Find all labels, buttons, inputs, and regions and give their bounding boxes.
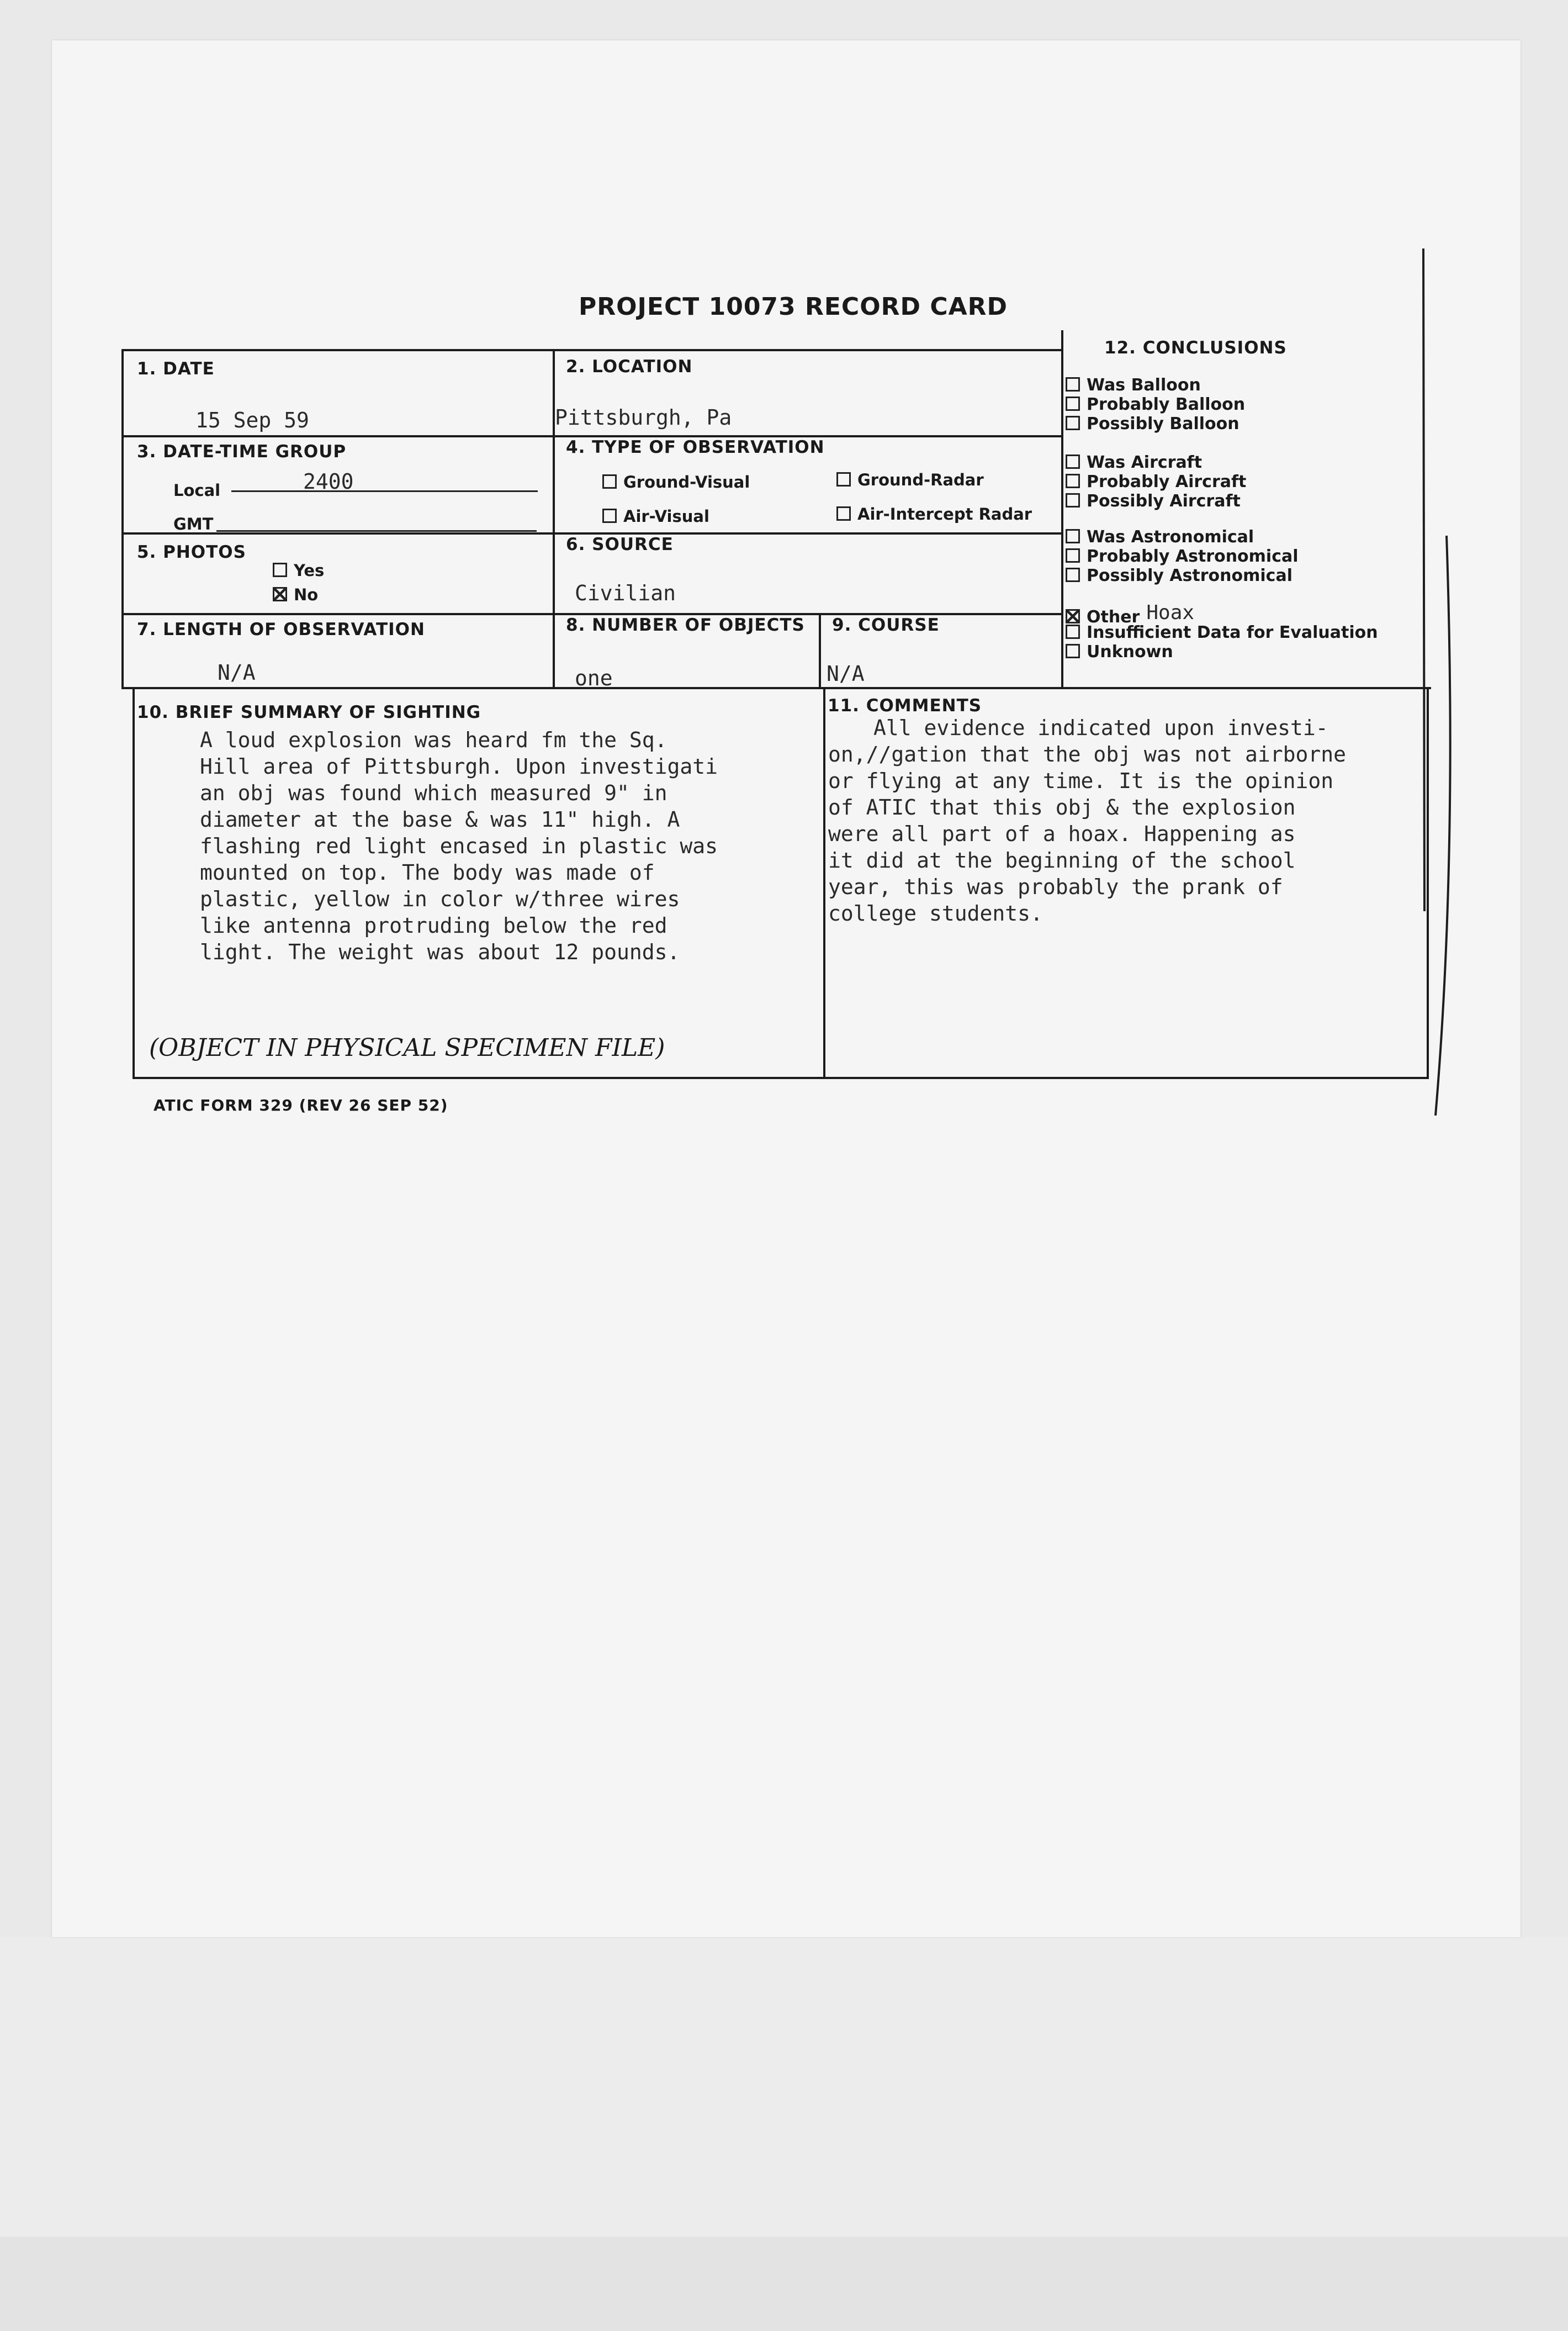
checkbox-icon: [1066, 416, 1080, 430]
air-intercept-radar-option: Air-Intercept Radar: [836, 505, 1032, 524]
conclusion-probably-balloon: Probably Balloon: [1066, 395, 1245, 414]
checkbox-icon: [1066, 568, 1080, 582]
checkbox-icon: [1066, 474, 1080, 488]
comments-line: on,//gation that the obj was not airborne: [828, 742, 1346, 767]
course-label: 9. COURSE: [832, 615, 940, 635]
photos-cell: [121, 532, 555, 615]
location-value: Pittsburgh, Pa: [555, 405, 732, 430]
location-label: 2. LOCATION: [566, 357, 693, 377]
source-cell: [553, 532, 1063, 615]
checkbox-icon: [273, 563, 287, 577]
summary-line: diameter at the base & was 11" high. A: [200, 807, 680, 832]
observation-type-label: 4. TYPE OF OBSERVATION: [566, 437, 825, 457]
summary-line: flashing red light encased in plastic was: [200, 834, 718, 858]
gmt-underline: [216, 530, 537, 532]
summary-label: 10. BRIEF SUMMARY OF SIGHTING: [137, 702, 481, 722]
comments-line: college students.: [828, 901, 1043, 926]
course-cell: [819, 613, 1063, 689]
number-of-objects-value: one: [575, 666, 613, 690]
comments-line: were all part of a hoax. Happening as: [828, 822, 1296, 846]
comments-line: or flying at any time. It is the opinion: [828, 769, 1334, 793]
conclusion-probably-astronomical: Probably Astronomical: [1066, 547, 1299, 566]
comments-line: of ATIC that this obj & the explosion: [828, 795, 1296, 820]
conclusion-insufficient-data: Insufficient Data for Evaluation: [1066, 623, 1378, 642]
summary-line: A loud explosion was heard fm the Sq.: [200, 728, 668, 752]
comments-label: 11. COMMENTS: [828, 696, 982, 716]
checked-box-icon: [273, 587, 287, 601]
checkbox-icon: [1066, 397, 1080, 411]
conclusion-possibly-balloon: Possibly Balloon: [1066, 414, 1239, 434]
summary-line: an obj was found which measured 9" in: [200, 781, 668, 805]
summary-line: light. The weight was about 12 pounds.: [200, 940, 680, 964]
checkbox-icon: [1066, 529, 1080, 543]
checkbox-icon: [602, 509, 617, 523]
form-identifier: ATIC FORM 329 (REV 26 SEP 52): [153, 1096, 448, 1114]
conclusion-probably-aircraft: Probably Aircraft: [1066, 472, 1246, 491]
date-value: 15 Sep 59: [195, 408, 309, 432]
checkbox-icon: [836, 506, 851, 521]
photos-label: 5. PHOTOS: [137, 542, 246, 562]
checkbox-icon: [1066, 548, 1080, 563]
photos-no-option: No: [273, 585, 318, 604]
location-cell: [553, 349, 1063, 437]
summary-line: like antenna protruding below the red: [200, 913, 668, 938]
summary-line: mounted on top. The body was made of: [200, 860, 655, 885]
checkbox-icon: [1066, 377, 1080, 392]
card-title: PROJECT 10073 RECORD CARD: [579, 293, 1008, 321]
local-label: Local: [173, 481, 221, 500]
length-label: 7. LENGTH OF OBSERVATION: [137, 620, 425, 639]
conclusion-was-balloon: Was Balloon: [1066, 376, 1201, 395]
summary-line: plastic, yellow in color w/three wires: [200, 887, 680, 911]
course-value: N/A: [827, 662, 865, 686]
comments-line: year, this was probably the prank of: [828, 875, 1283, 899]
handwritten-note: (OBJECT IN PHYSICAL SPECIMEN FILE): [149, 1034, 665, 1062]
conclusion-possibly-aircraft: Possibly Aircraft: [1066, 491, 1241, 511]
ground-visual-option: Ground-Visual: [602, 473, 750, 491]
checkbox-icon: [836, 472, 851, 487]
observation-type-cell: [553, 435, 1063, 535]
conclusion-possibly-astronomical: Possibly Astronomical: [1066, 566, 1292, 585]
comments-line: All evidence indicated upon investi-: [873, 716, 1328, 740]
summary-line: Hill area of Pittsburgh. Upon investigati: [200, 754, 718, 779]
conclusion-was-aircraft: Was Aircraft: [1066, 453, 1202, 472]
conclusion-unknown: Unknown: [1066, 642, 1173, 662]
conclusion-was-astronomical: Was Astronomical: [1066, 527, 1254, 547]
checkbox-icon: [1066, 454, 1080, 469]
page-edge-lines: [1413, 249, 1480, 1132]
gmt-label: GMT: [173, 515, 214, 533]
checkbox-icon: [1066, 625, 1080, 639]
background-strip: [0, 2237, 1568, 2331]
conclusions-label: 12. CONCLUSIONS: [1104, 338, 1287, 358]
conclusion-other-value: Hoax: [1146, 601, 1195, 624]
number-of-objects-cell: [553, 613, 821, 689]
air-visual-option: Air-Visual: [602, 507, 709, 526]
ground-radar-option: Ground-Radar: [836, 471, 984, 489]
source-label: 6. SOURCE: [566, 535, 674, 554]
local-underline: [231, 490, 538, 492]
length-value: N/A: [218, 660, 256, 685]
date-cell: [121, 349, 555, 437]
date-time-group-cell: [121, 435, 555, 535]
photos-yes-option: Yes: [273, 561, 324, 580]
checked-box-icon: [1066, 609, 1080, 623]
comments-line: it did at the beginning of the school: [828, 848, 1296, 873]
date-label: 1. DATE: [137, 359, 215, 379]
checkbox-icon: [1066, 493, 1080, 508]
length-cell: [121, 613, 555, 689]
local-value: 2400: [303, 469, 354, 494]
checkbox-icon: [602, 474, 617, 489]
number-of-objects-label: 8. NUMBER OF OBJECTS: [566, 615, 805, 635]
conclusion-other: Other Hoax: [1066, 605, 1188, 627]
checkbox-icon: [1066, 644, 1080, 658]
source-value: Civilian: [575, 581, 676, 605]
date-time-group-label: 3. DATE-TIME GROUP: [137, 442, 347, 462]
